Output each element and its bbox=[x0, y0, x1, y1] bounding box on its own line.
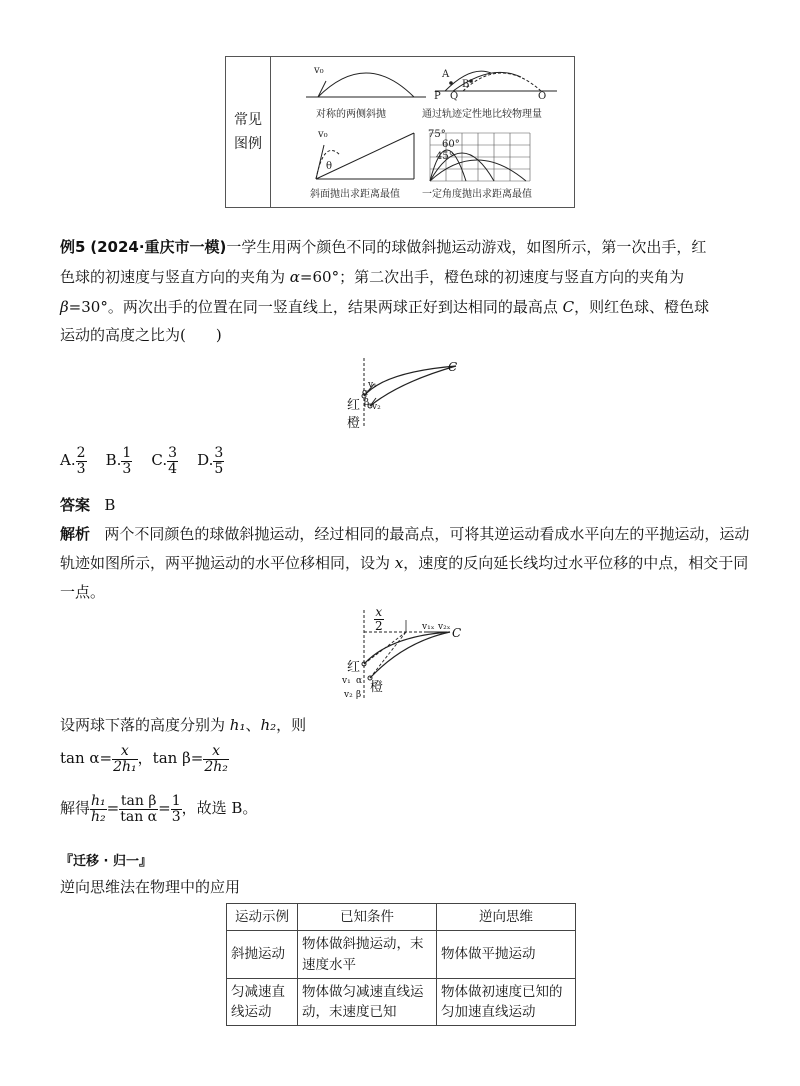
fig4-angle-75: 75° bbox=[428, 129, 446, 140]
example-text-2a: 色球的初速度与竖直方向的夹角为 bbox=[60, 268, 290, 286]
solution-text-1b: ，则 bbox=[276, 716, 307, 734]
fig1-v0-label: v₀ bbox=[314, 65, 324, 76]
analysis-red-label: 红 bbox=[347, 660, 361, 675]
result-equation: 解得 $\frac{\text{h₁}}{\text{h₂}}$ = $\frac{\text{tan β}}{\text{tan α}}$ = $\frac{1}{3}$ ，故选 B。 bbox=[60, 793, 258, 825]
option-c-letter: C. bbox=[151, 451, 168, 470]
solution-text-1a: 设两球下落的高度分别为 bbox=[60, 716, 230, 734]
header-reverse-thinking: 逆向思维 bbox=[437, 904, 576, 931]
tan-beta-label: tan β= bbox=[152, 749, 204, 768]
fig2-point-b: B bbox=[462, 79, 470, 90]
header-motion-example: 运动示例 bbox=[227, 904, 298, 931]
h2-symbol: h₂ bbox=[260, 716, 277, 734]
option-d-den: 5 bbox=[214, 460, 224, 477]
row1-condition-line2: 速度水平 bbox=[302, 956, 356, 973]
beta-label: β bbox=[364, 398, 370, 408]
analysis-line-3: 一点。 bbox=[60, 583, 106, 601]
beta-symbol: β bbox=[60, 298, 69, 316]
row2-reverse-line1: 物体做初速度已知的 bbox=[441, 983, 563, 1000]
fig2-point-a: A bbox=[442, 69, 450, 80]
value-num: 1 bbox=[171, 793, 181, 809]
v2x-label: v₂ₓ bbox=[438, 622, 451, 632]
tan-alpha-label: tan α= bbox=[60, 749, 113, 768]
option-b[interactable] bbox=[105, 445, 133, 477]
fig2-caption: 通过轨迹定性地比较物理量 bbox=[422, 109, 542, 120]
figure-table-label-column bbox=[226, 57, 271, 207]
x-half-num: x bbox=[375, 605, 383, 619]
analysis-line-1 bbox=[60, 523, 749, 544]
analysis-text-2a: 轨迹如图所示，两平抛运动的水平位移相同，设为 bbox=[60, 554, 395, 572]
example-line-4: 运动的高度之比为( ) bbox=[60, 326, 222, 344]
fig4-angle-45: 45° bbox=[436, 151, 454, 162]
fig4-caption: 一定角度抛出求距离最值 bbox=[422, 189, 532, 200]
option-b-den: 3 bbox=[122, 460, 132, 477]
fig3-v0-label: v₀ bbox=[318, 129, 328, 140]
tan-ratio-num: tan β bbox=[120, 793, 157, 809]
option-c-den: 4 bbox=[168, 460, 178, 477]
row2-condition-line2: 动，末速度已知 bbox=[302, 1004, 397, 1020]
example-text-2b: =60°；第二次出手，橙色球的初速度与竖直方向的夹角为 bbox=[299, 268, 685, 286]
row1-reverse bbox=[437, 931, 576, 979]
example-line-2 bbox=[60, 266, 684, 287]
tan-beta-num: x bbox=[203, 744, 229, 760]
row2-condition bbox=[298, 978, 437, 1026]
analysis-orange-label: 橙 bbox=[370, 680, 384, 695]
alpha-symbol: α bbox=[289, 268, 300, 286]
example-text-3a: =30°。两次出手的位置在同一竖直线上，结果两球正好到达相同的最高点 bbox=[68, 298, 563, 316]
reverse-thinking-table bbox=[226, 903, 576, 1026]
tan-comma: ， bbox=[137, 749, 153, 768]
result-suffix: ，故选 B。 bbox=[181, 799, 258, 818]
transfer-subtitle: 逆向思维法在物理中的应用 bbox=[60, 878, 241, 896]
result-prefix: 解得 bbox=[60, 799, 91, 818]
example-line-1 bbox=[60, 236, 706, 257]
x-symbol: x bbox=[394, 554, 404, 572]
v2-label: v₂ bbox=[372, 402, 381, 412]
option-a-num: 2 bbox=[76, 445, 86, 461]
fig3-theta-label: θ bbox=[326, 161, 333, 172]
analysis-text-2b: ，速度的反向延长线均过水平位移的中点，相交于同 bbox=[403, 554, 749, 572]
x-half-den: 2 bbox=[375, 618, 383, 633]
table-row bbox=[227, 978, 576, 1026]
row1-reverse-text: 物体做平抛运动 bbox=[441, 946, 536, 963]
figure-table-label-line2: 图例 bbox=[234, 136, 262, 152]
tan-alpha-num: x bbox=[112, 744, 138, 760]
analysis-trajectory-figure bbox=[340, 606, 470, 702]
row1-motion bbox=[227, 931, 298, 979]
example-line-3 bbox=[60, 296, 709, 317]
answer-options bbox=[60, 446, 224, 476]
analysis-v1-label: v₁ bbox=[342, 676, 351, 686]
row2-motion-line2: 线运动 bbox=[231, 1004, 272, 1020]
example-source: (2024·重庆市一模) bbox=[90, 238, 227, 256]
figure-table-label-line1: 常见 bbox=[234, 112, 262, 128]
value-den: 3 bbox=[171, 808, 181, 825]
fig1-caption: 对称的两侧斜抛 bbox=[316, 109, 386, 120]
row1-motion-text: 斜抛运动 bbox=[231, 946, 285, 963]
analysis-alpha-label: α bbox=[356, 676, 363, 686]
ratio-den: h₂ bbox=[91, 808, 106, 825]
h1-symbol: h₁ bbox=[229, 716, 246, 734]
example-text-3b: ，则红色球、橙色球 bbox=[574, 298, 710, 316]
v1-label: v₁ bbox=[368, 380, 377, 390]
option-a[interactable] bbox=[60, 445, 87, 477]
row2-reverse-line2: 匀加速直线运动 bbox=[441, 1004, 536, 1020]
fig2-point-p: P bbox=[434, 91, 441, 102]
solution-line-1 bbox=[60, 714, 306, 735]
option-a-den: 3 bbox=[76, 460, 86, 477]
row2-motion bbox=[227, 978, 298, 1026]
table-header-row bbox=[227, 904, 576, 931]
common-examples-figure-table bbox=[225, 56, 575, 208]
point-c-label: C bbox=[448, 360, 458, 374]
analysis-point-c: C bbox=[452, 626, 462, 640]
fig2-point-o: O bbox=[538, 91, 547, 102]
option-d-num: 3 bbox=[214, 445, 224, 461]
analysis-label: 解析 bbox=[60, 525, 91, 543]
option-a-letter: A. bbox=[60, 451, 76, 470]
answer-line bbox=[60, 494, 115, 515]
analysis-beta-label: β bbox=[356, 690, 362, 700]
example-tag: 例5 bbox=[60, 238, 86, 256]
fig2-point-q: Q bbox=[450, 91, 459, 102]
option-b-num: 1 bbox=[122, 445, 132, 461]
tan-beta-den: 2h₂ bbox=[204, 758, 228, 775]
option-b-letter: B. bbox=[105, 451, 122, 470]
example-text-1: 一学生用两个颜色不同的球做斜抛运动游戏，如图所示，第一次出手，红 bbox=[226, 238, 707, 256]
red-ball-label: 红 bbox=[347, 398, 361, 413]
alpha-label: α bbox=[362, 388, 369, 398]
tan-equations bbox=[60, 744, 229, 774]
row2-reverse bbox=[437, 978, 576, 1026]
option-d-letter: D. bbox=[197, 451, 214, 470]
point-c-symbol: C bbox=[562, 298, 575, 316]
h-separator: 、 bbox=[245, 716, 261, 734]
fig4-angle-60: 60° bbox=[442, 139, 460, 150]
transfer-heading: 『迁移 · 归一』 bbox=[60, 854, 152, 869]
option-c[interactable] bbox=[151, 445, 178, 477]
row1-condition-line1: 物体做斜抛运动，末 bbox=[302, 936, 424, 953]
option-c-num: 3 bbox=[168, 445, 178, 461]
analysis-v2-label: v₂ bbox=[344, 690, 353, 700]
tan-ratio-den: tan α bbox=[120, 808, 158, 825]
row2-motion-line1: 匀减速直 bbox=[231, 983, 285, 1000]
orange-ball-label: 橙 bbox=[347, 416, 361, 431]
x-half-fraction bbox=[374, 606, 384, 632]
analysis-text-1: 两个不同颜色的球做斜抛运动，经过相同的最高点，可将其逆运动看成水平向左的平抛运动，运动 bbox=[104, 525, 750, 543]
analysis-line-2 bbox=[60, 552, 748, 573]
answer-label: 答案 bbox=[60, 496, 91, 514]
v1x-label: v₁ₓ bbox=[422, 622, 435, 632]
fig3-caption: 斜面抛出求距离最值 bbox=[310, 189, 400, 200]
answer-value: B bbox=[104, 496, 116, 514]
ratio-num: h₁ bbox=[91, 793, 106, 809]
header-known-condition: 已知条件 bbox=[298, 904, 437, 931]
option-d[interactable] bbox=[197, 445, 224, 477]
tan-alpha-den: 2h₁ bbox=[113, 758, 137, 775]
table-row bbox=[227, 931, 576, 979]
row2-condition-line1: 物体做匀减速直线运 bbox=[302, 983, 424, 1000]
row1-condition bbox=[298, 931, 437, 979]
